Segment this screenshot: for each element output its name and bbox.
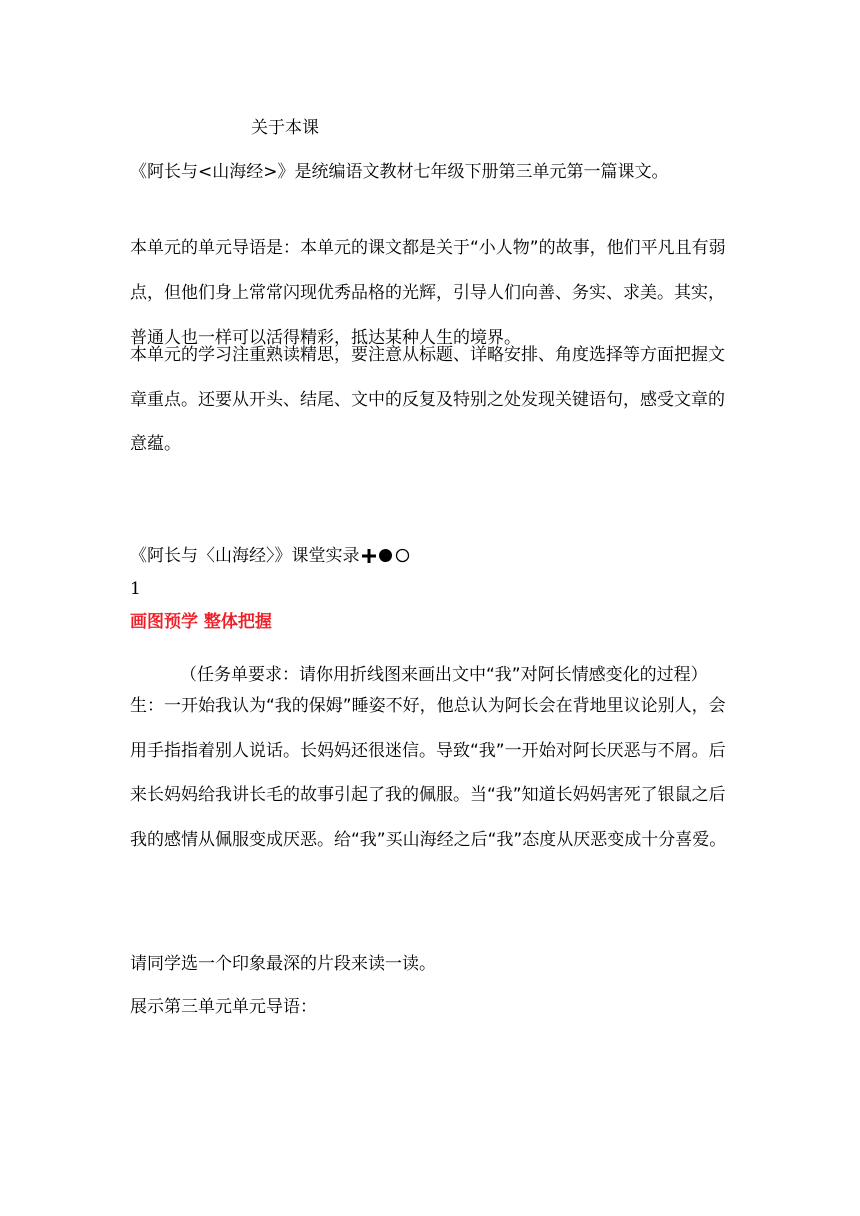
section-number: 1: [130, 579, 141, 599]
hollow-circle-icon: [395, 548, 410, 563]
record-title-line: [130, 545, 410, 567]
section-title: 画图预学 整体把握: [130, 612, 272, 632]
task-requirement: （任务单要求：请你用折线图来画出文中“我”对阿长情感变化的过程）: [180, 665, 708, 685]
show-guide: 展示第三单元单元导语：: [130, 997, 317, 1017]
read-prompt: 请同学选一个印象最深的片段来读一读。: [130, 954, 436, 974]
record-title: 《阿长与〈山海经〉》课堂实录: [130, 546, 360, 566]
intro-paragraph-2: 本单元的单元导语是：本单元的课文都是关于“小人物”的故事，他们平凡且有弱点，但他们身上常常闪现优秀品格的光辉，引导人们向善、务实、求美。其实，普通人也一样可以活得精彩，抵达某种人生的境界。: [130, 238, 726, 348]
intro-paragraph-3: 本单元的学习注重熟读精思，要注意从标题、详略安排、角度选择等方面把握文章重点。还要从开头、结尾、文中的反复及特别之处发现关键语句，感受文章的意蕴。: [130, 345, 725, 454]
student-answer: 生：一开始我认为“我的保姆”睡姿不好，他总认为阿长会在背地里议论别人，会用手指指着别人说话。长妈妈还很迷信。导致“我”一开始对阿长厌恶与不屑。后来长妈妈给我讲长毛的故事引起了我的佩服。当“我”知道长妈妈害死了银鼠之后我的感情从佩服变成厌恶。给“我”买山海经之后“我”态度从厌恶变成十分喜爱。: [130, 696, 727, 850]
plus-icon: [362, 549, 376, 563]
filled-circle-icon: [378, 548, 393, 563]
section-heading: 关于本课: [251, 118, 319, 138]
intro-paragraph-1: 《阿长与<山海经>》是统编语文教材七年级下册第三单元第一篇课文。: [130, 162, 669, 182]
